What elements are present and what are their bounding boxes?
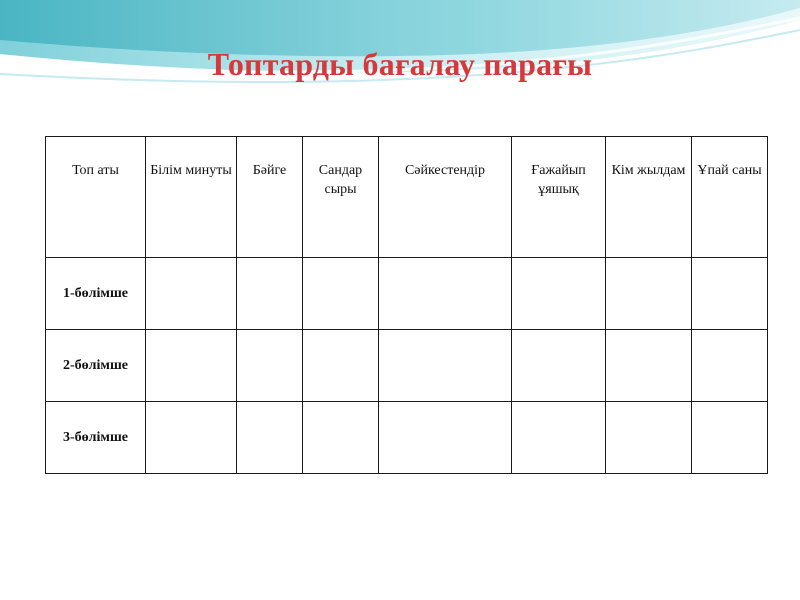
table-cell[interactable] — [512, 330, 606, 402]
header-cell: Ұпай саны — [692, 137, 768, 258]
table-cell[interactable] — [237, 258, 303, 330]
evaluation-table — [45, 136, 768, 474]
table-header-row — [46, 137, 768, 258]
header-cell: Сәйкестендір — [379, 137, 512, 258]
table-cell[interactable] — [146, 258, 237, 330]
page-title: Топтарды бағалау парағы — [207, 46, 593, 82]
table-row — [46, 258, 768, 330]
table-cell[interactable] — [512, 402, 606, 474]
table-cell[interactable] — [606, 402, 692, 474]
table-row — [46, 402, 768, 474]
header-cell: Топ аты — [46, 137, 146, 258]
row-label: 1-бөлімше — [46, 258, 146, 330]
table-cell[interactable] — [379, 402, 512, 474]
table-cell[interactable] — [146, 402, 237, 474]
table-cell[interactable] — [303, 402, 379, 474]
table-cell[interactable] — [692, 330, 768, 402]
table-cell[interactable] — [237, 330, 303, 402]
table-row — [46, 330, 768, 402]
table-cell[interactable] — [146, 330, 237, 402]
table-cell[interactable] — [379, 258, 512, 330]
row-label: 2-бөлімше — [46, 330, 146, 402]
row-label: 3-бөлімше — [46, 402, 146, 474]
table-cell[interactable] — [606, 330, 692, 402]
table-cell[interactable] — [512, 258, 606, 330]
table-cell[interactable] — [237, 402, 303, 474]
header-cell: Ғажайып ұяшық — [512, 137, 606, 258]
table-cell[interactable] — [303, 330, 379, 402]
table-cell[interactable] — [606, 258, 692, 330]
header-cell: Кім жылдам — [606, 137, 692, 258]
header-cell: Білім минуты — [146, 137, 237, 258]
table-cell[interactable] — [303, 258, 379, 330]
header-cell: Бәйге — [237, 137, 303, 258]
table-cell[interactable] — [692, 258, 768, 330]
table-cell[interactable] — [379, 330, 512, 402]
header-cell: Сандар сыры — [303, 137, 379, 258]
table-cell[interactable] — [692, 402, 768, 474]
